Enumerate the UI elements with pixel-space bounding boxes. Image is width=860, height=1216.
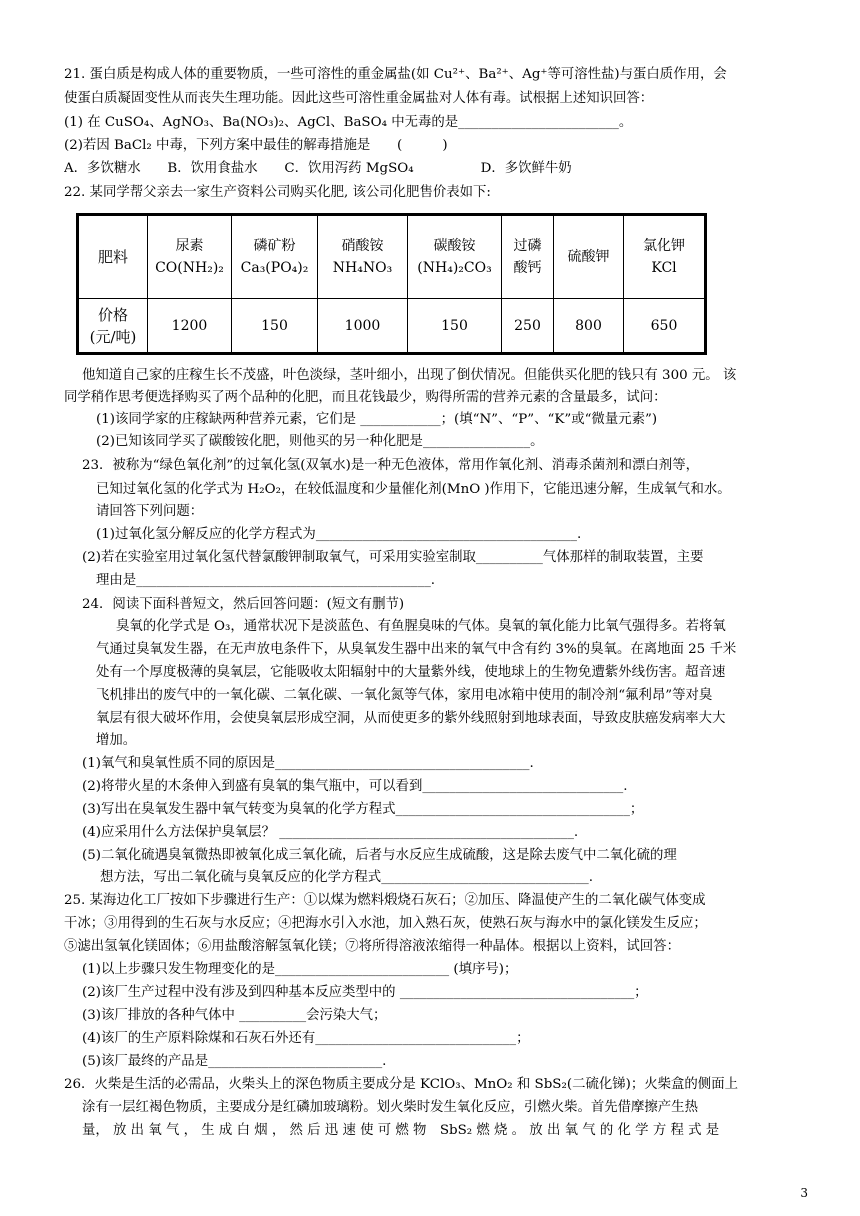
fertilizer-formula: NH₄NO₃: [332, 260, 393, 276]
q24-passage-2: 气通过臭氧发生器，在无声放电条件下，从臭氧发生器中出来的氧气中含有约 3%的臭氧。在离地面 25 千米: [96, 642, 737, 657]
table-cell: [624, 215, 706, 299]
price-cell: 1000: [318, 299, 408, 354]
q24-passage-5: 氧层有很大破坏作用，会使臭氧层形成空洞，从而使更多的紫外线照射到地球表面，导致皮肤癌发病率大大: [96, 711, 726, 726]
table-price-row: [78, 299, 706, 354]
fertilizer-name: 氯化钾: [643, 238, 685, 254]
q23-line-3: 请回答下列问题：: [96, 504, 204, 519]
fertilizer-name: 硝酸铵: [341, 238, 384, 254]
q23-line-1: 23．被称为“绿色氧化剂”的过氧化氢(双氧水)是一种无色液体，常用作氧化剂、消毒杀菌剂和漂白剂等，: [82, 458, 699, 473]
q25-line-1: 25. 某海边化工厂按如下步骤进行生产：①以煤为燃料煅烧石灰石；②加压、降温使产生的二氧化碳气体变成: [64, 893, 706, 908]
price-label-2: (元/吨): [89, 327, 137, 346]
q21-sub-1: (1) 在 CuSO₄、AgNO₃、Ba(NO₃)₂、AgCl、BaSO₄ 中无毒的是________________________。: [64, 115, 633, 130]
fertilizer-name: 碳酸铵: [433, 238, 476, 254]
q21-line-2: 使蛋白质凝固变性从而丧失生理功能。因此这些可溶性重金属盐对人体有毒。试根据上述知识回答：: [64, 91, 654, 106]
q21-sub-2: (2)若因 BaCl₂ 中毒，下列方案中最佳的解毒措施是 ( ): [64, 138, 448, 153]
price-cell: 150: [408, 299, 502, 354]
q24-sub-5b: 想方法，写出二氧化硫与臭氧反应的化学方程式_______________________________.: [100, 870, 594, 885]
fertilizer-formula: CO(NH₂)₂: [155, 260, 224, 276]
q25-sub-5: (5)该厂最终的产品是__________________________.: [82, 1054, 387, 1069]
q24-sub-1: (1)氧气和臭氧性质不同的原因是______________________________________.: [82, 756, 534, 771]
q25-line-3: ⑤滤出氢氧化镁固体；⑥用盐酸溶解氢氧化镁；⑦将所得溶液浓缩得一种晶体。根据以上资料，试回答：: [64, 939, 680, 954]
table-cell: [318, 215, 408, 299]
fertilizer-name: 过磷: [513, 238, 542, 254]
q21-line-1: 21. 蛋白质是构成人体的重要物质，一些可溶性的重金属盐(如 Cu²⁺、Ba²⁺、Ag⁺等可溶性盐)与蛋白质作用，会: [64, 67, 727, 82]
price-label: [78, 299, 148, 354]
q24-passage-3: 处有一个厚度极薄的臭氧层，它能吸收太阳辐射中的大量紫外线，使地球上的生物免遭紫外线伤害。超音速: [96, 665, 726, 680]
table-cell: [408, 215, 502, 299]
q25-sub-4: (4)该厂的生产原料除煤和石灰石外还有______________________________；: [82, 1031, 530, 1046]
q26-line-2: 涂有一层红褐色物质，主要成分是红磷加玻璃粉。划火柴时发生氧化反应，引燃火柴。首先借摩擦产生热: [82, 1100, 698, 1115]
q25-sub-2: (2)该厂生产过程中没有涉及到四种基本反应类型中的 ___________________________________；: [82, 985, 648, 1000]
table-cell: [148, 215, 232, 299]
q22-intro: 22. 某同学帮父亲去一家生产资料公司购买化肥, 该公司化肥售价表如下:: [64, 185, 491, 200]
q23-sub-2b: 理由是____________________________________________.: [96, 573, 436, 588]
q24-sub-2: (2)将带火星的木条伸入到盛有臭氧的集气瓶中，可以看到______________________________.: [82, 779, 628, 794]
q23-sub-2: (2)若在实验室用过氧化氢代替氯酸钾制取氧气，可采用实验室制取__________气体那样的制取装置，主要: [82, 550, 704, 565]
q25-sub-1: (1)以上步骤只发生物理变化的是__________________________ (填序号)；: [82, 962, 518, 977]
q24-passage-1: 臭氧的化学式是 O₃，通常状况下是淡蓝色、有鱼腥臭味的气体。臭氧的氧化能力比氧气强得多。若将氧: [116, 619, 726, 634]
q24-passage-4: 飞机排出的废气中的一氧化碳、二氧化碳、一氧化氮等气体，家用电冰箱中使用的制冷剂“氟利昂”等对臭: [96, 688, 713, 703]
price-cell: 150: [232, 299, 318, 354]
q22-line-2: 同学稍作思考便选择购买了两个品种的化肥，而且花钱最少，购得所需的营养元素的含量最多，试问：: [64, 390, 667, 405]
fertilizer-name: 硫酸钾: [567, 249, 610, 265]
fertilizer-formula: Ca₃(PO₄)₂: [240, 260, 309, 276]
q22-sub-2: (2)已知该同学买了碳酸铵化肥，则他买的另一种化肥是________________。: [96, 434, 544, 449]
q24-sub-3: (3)写出在臭氧发生器中氧气转变为臭氧的化学方程式___________________________________；: [82, 802, 644, 817]
fertilizer-formula: 酸钙: [513, 260, 542, 276]
fertilizer-name: 尿素: [175, 238, 204, 254]
price-cell: 800: [554, 299, 624, 354]
q24-sub-5: (5)二氧化硫遇臭氧微热即被氧化成三氧化硫，后者与水反应生成硫酸，这是除去废气中二氧化硫的理: [82, 848, 677, 863]
table-cell: [232, 215, 318, 299]
q26-line-3: 量， 放 出 氧 气 ， 生 成 白 烟 ， 然 后 迅 速 使 可 燃 物 SbS₂ 燃 烧 。 放 出 氧 气 的 化 学 方 程 式 是: [82, 1123, 720, 1138]
q23-line-2: 已知过氧化氢的化学式为 H₂O₂，在较低温度和少量催化剂(MnO )作用下，它能迅速分解，生成氧气和水。: [96, 482, 731, 497]
table-cell: [554, 215, 624, 299]
q23-sub-1: (1)过氧化氢分解反应的化学方程式为_______________________________________.: [96, 527, 582, 542]
fertilizer-price-table: [76, 213, 707, 355]
price-cell: 250: [502, 299, 554, 354]
table-cell: [502, 215, 554, 299]
fertilizer-formula: (NH₄)₂CO₃: [417, 260, 492, 276]
q22-line-1: 他知道自己家的庄稼生长不茂盛，叶色淡绿，茎叶细小，出现了倒伏情况。但能供买化肥的钱只有 300 元。 该: [82, 368, 737, 383]
price-label-1: 价格: [97, 305, 128, 324]
q26-line-1: 26．火柴是生活的必需品，火柴头上的深色物质主要成分是 KClO₃、MnO₂ 和 SbS₂(二硫化锑)；火柴盒的侧面上: [64, 1077, 738, 1092]
q24-passage-6: 增加。: [96, 733, 137, 748]
q22-sub-1: (1)该同学家的庄稼缺两种营养元素，它们是 ____________；(填“N”、“P”、“K”或“微量元素”): [96, 412, 658, 427]
price-cell: 650: [624, 299, 706, 354]
fertilizer-name: 磷矿粉: [253, 238, 296, 254]
q25-line-2: 干冰；③用得到的生石灰与水反应；④把海水引入水池，加入熟石灰，使熟石灰与海水中的氯化镁发生反应；: [64, 916, 707, 931]
fertilizer-formula: KCl: [651, 260, 677, 276]
q24-sub-4: (4)应采用什么方法保护臭氧层？ ____________________________________________.: [82, 825, 579, 840]
header-label: 肥料: [78, 215, 148, 299]
page-number: 3: [800, 1186, 808, 1200]
price-cell: 1200: [148, 299, 232, 354]
q24-intro: 24．阅读下面科普短文，然后回答问题：(短文有删节): [82, 597, 405, 612]
table-header-row: [78, 215, 706, 299]
q25-sub-3: (3)该厂排放的各种气体中 __________会污染大气；: [82, 1008, 387, 1023]
q21-options: A．多饮糖水 B．饮用食盐水 C．饮用泻药 MgSO₄ D．多饮鲜牛奶: [64, 161, 572, 176]
